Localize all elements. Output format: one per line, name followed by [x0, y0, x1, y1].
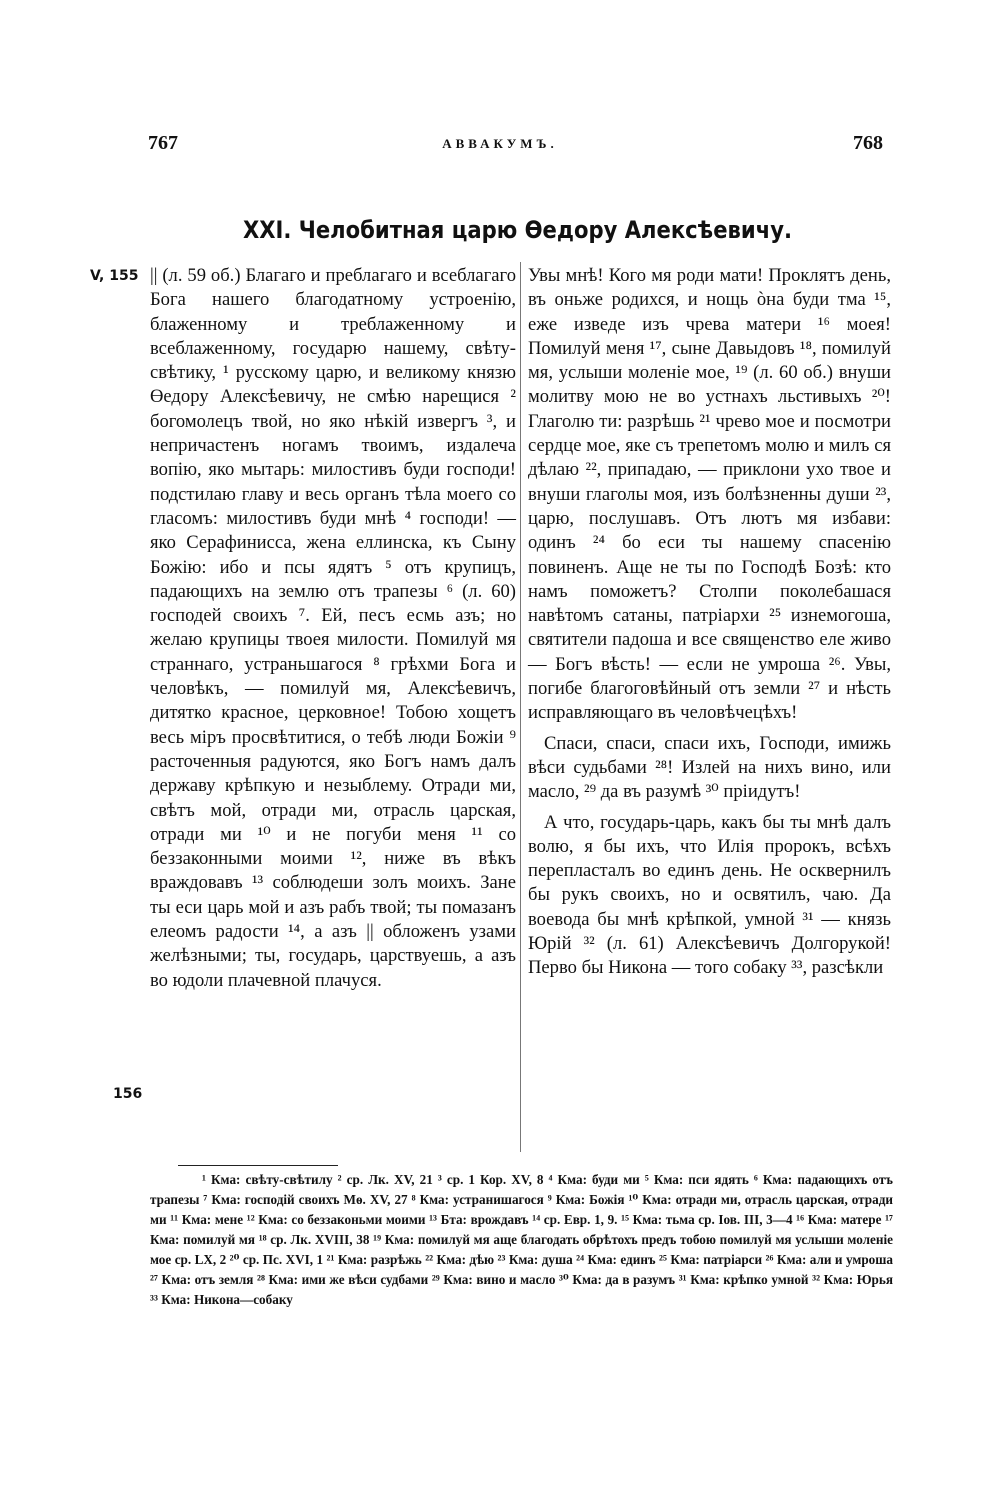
running-title: АВВАКУМЪ. [442, 136, 558, 151]
footnotes: ¹ Кма: свѣту-свѣтилу ² ср. Лк. XV, 21 ³ ср. 1 Кор. XV, 8 ⁴ Кма: буди ми ⁵ Кма: пси ядять ⁶ Кма: падающихъ отъ трапезы ⁷ Кма: господій своихъ Мѳ. XV, 27 ⁸ Кма: устранишагося ⁹ Кма: Божія ¹⁰ Кма: отради ми, отрасль царская, отради ми ¹¹ Кма: мене ¹² Кма: со беззаконьми моими ¹³ Бта: врождавъ ¹⁴ ср. Евр. 1, 9. ¹⁵ Кма: тьма ср. Іов. III, 3—4 ¹⁶ Кма: матере ¹⁷ Кма: помилуй мя ¹⁸ ср. Лк. XVIII, 38 ¹⁹ Кма: помилуй мя аще благодать обрѣтохъ предъ тобою помилуй мя услыши моленіе мое ср. LX, 2 ²⁰ ср. Пс. XVI, 1 ²¹ Кма: разрѣжь ²² Кма: дѣю ²³ Кма: душа ²⁴ Кма: единъ ²⁵ Кма: патріарси ²⁶ Кма: али и умроша ²⁷ Кма: отъ земля ²⁸ Кма: ими же вѣси судбами ²⁹ Кма: вино и масло ³⁰ Кма: да в разумъ ³¹ Кма: крѣпко умной ³² Кма: Юрья ³³ Кма: Никона—собаку [150, 1172, 893, 1307]
right-paragraph-3: А что, государь-царь, какъ бы ты мнѣ далъ волю, я бы ихъ, что Илія пророкъ, всѣхъ перепласталъ во единъ день. Не осквернилъ бы рукъ своихъ, но и освятилъ, чаю. Да воевода бы мнѣ крѣпкой, умной ³¹ — князь Юрій ³² (л. 61) Алексѣевичъ Долгорукой! Перво бы Никона — того собаку ³³, разсѣкли [528, 811, 891, 979]
margin-ref-first: V, 155 [90, 268, 139, 284]
margin-ref-second: 156 [113, 1086, 143, 1102]
column-divider [520, 262, 521, 1152]
footnote-rule [178, 1165, 338, 1166]
right-paragraph-2: Спаси, спаси, спаси ихъ, Господи, имижь вѣси судьбами ²⁸! Излей на нихъ вино, или масло, ²⁹ да въ разумѣ ³⁰ пріидутъ! [528, 732, 891, 803]
left-column [150, 264, 516, 993]
right-column [528, 264, 891, 981]
right-paragraph-1: Увы мнѣ! Кого мя роди мати! Проклятъ день, въ оньже родихся, и нощь òна буди тма ¹⁵, еже изведе изъ чрева матери ¹⁶ моея! Помилуй меня ¹⁷, сыне Давыдовъ ¹⁸, помилуй мя, услыши моленіе мое, ¹⁹ (л. 60 об.) внуши молитву мою не во устнахъ льстивыхъ ²⁰! Глаголю ти: разрѣшь ²¹ чрево мое и посмотри сердце мое, яке съ трепетомъ молю и милъ ся дѣлаю ²², припадаю, — приклони ухо твое и внуши глаголы моя, изъ болѣзненны души ²³, царю, послушавъ. Отъ лютъ мя избави: одинъ ²⁴ бо еси ты нашему спасенію повиненъ. Аще не ты по Господѣ Бозѣ: кто намъ поможетъ? Столпи поколебашася навѣтомъ сатаны, патріархи ²⁵ изнемогоша, святители падоша и все священство еле живо — Богъ вѣсть! — если не умроша ²⁶. Увы, погибе благоговѣйный отъ земли ²⁷ и нѣсть исправляющаго въ человѣчецѣхъ! [528, 265, 891, 724]
page-number-right: 768 [853, 132, 883, 154]
running-head [0, 132, 1000, 162]
page-number-left: 767 [148, 132, 178, 154]
left-paragraph: || (л. 59 об.) Благаго и преблагаго и всеблагаго Бога нашего благодатному устроенію, блаженному и треблаженному и всеблаженному, государю нашему, свѣту-свѣтику, ¹ русскому царю, и великому князю Өедору Алексѣевичу, не смѣю нарещися ² богомолецъ твой, но яко нѣкій извергъ ³, и непричастенъ ногамъ твоимъ, издалеча вопію, яко мытарь: милостивъ буди господи! подстилаю главу и весь органъ тѣла моего со гласомъ: милостивъ буди мнѣ ⁴ господи! — яко Серафинисса, жена еллинска, къ Сыну Божію: ибо и псы ядятъ ⁵ отъ крупицъ, падающихъ на землю отъ трапезы ⁶ (л. 60) господей своихъ ⁷. Ей, песъ есмь азъ; но желаю крупицы твоея милости. Помилуй мя страннаго, устраньшагося ⁸ грѣхми Бога и человѣкъ, — помилуй мя, Алексѣевичъ, дитятко красное, церковное! Тобою хощетъ весь міръ просвѣтитися, о тебѣ люди Божіи ⁹ расточенныя радуются, яко Богъ намъ далъ державу крѣпкую и незыблему. Отради ми, свѣтъ мой, отради ми, отрасль царская, отради ми ¹⁰ и не погуби меня ¹¹ со беззаконными моими ¹², ниже въ вѣкъ враждовавъ ¹³ соблюдеши золъ моихъ. Зане ты еси царь мой и азъ рабъ твой; ты помазанъ елеомъ радости ¹⁴, а азъ || обложенъ узами желѣзными; ты, государь, царствуешь, а азъ во юдоли плачевной плачуся. [150, 265, 516, 991]
section-title: XXI. Челобитная царю Өедору Алексѣевичу. [242, 216, 793, 244]
